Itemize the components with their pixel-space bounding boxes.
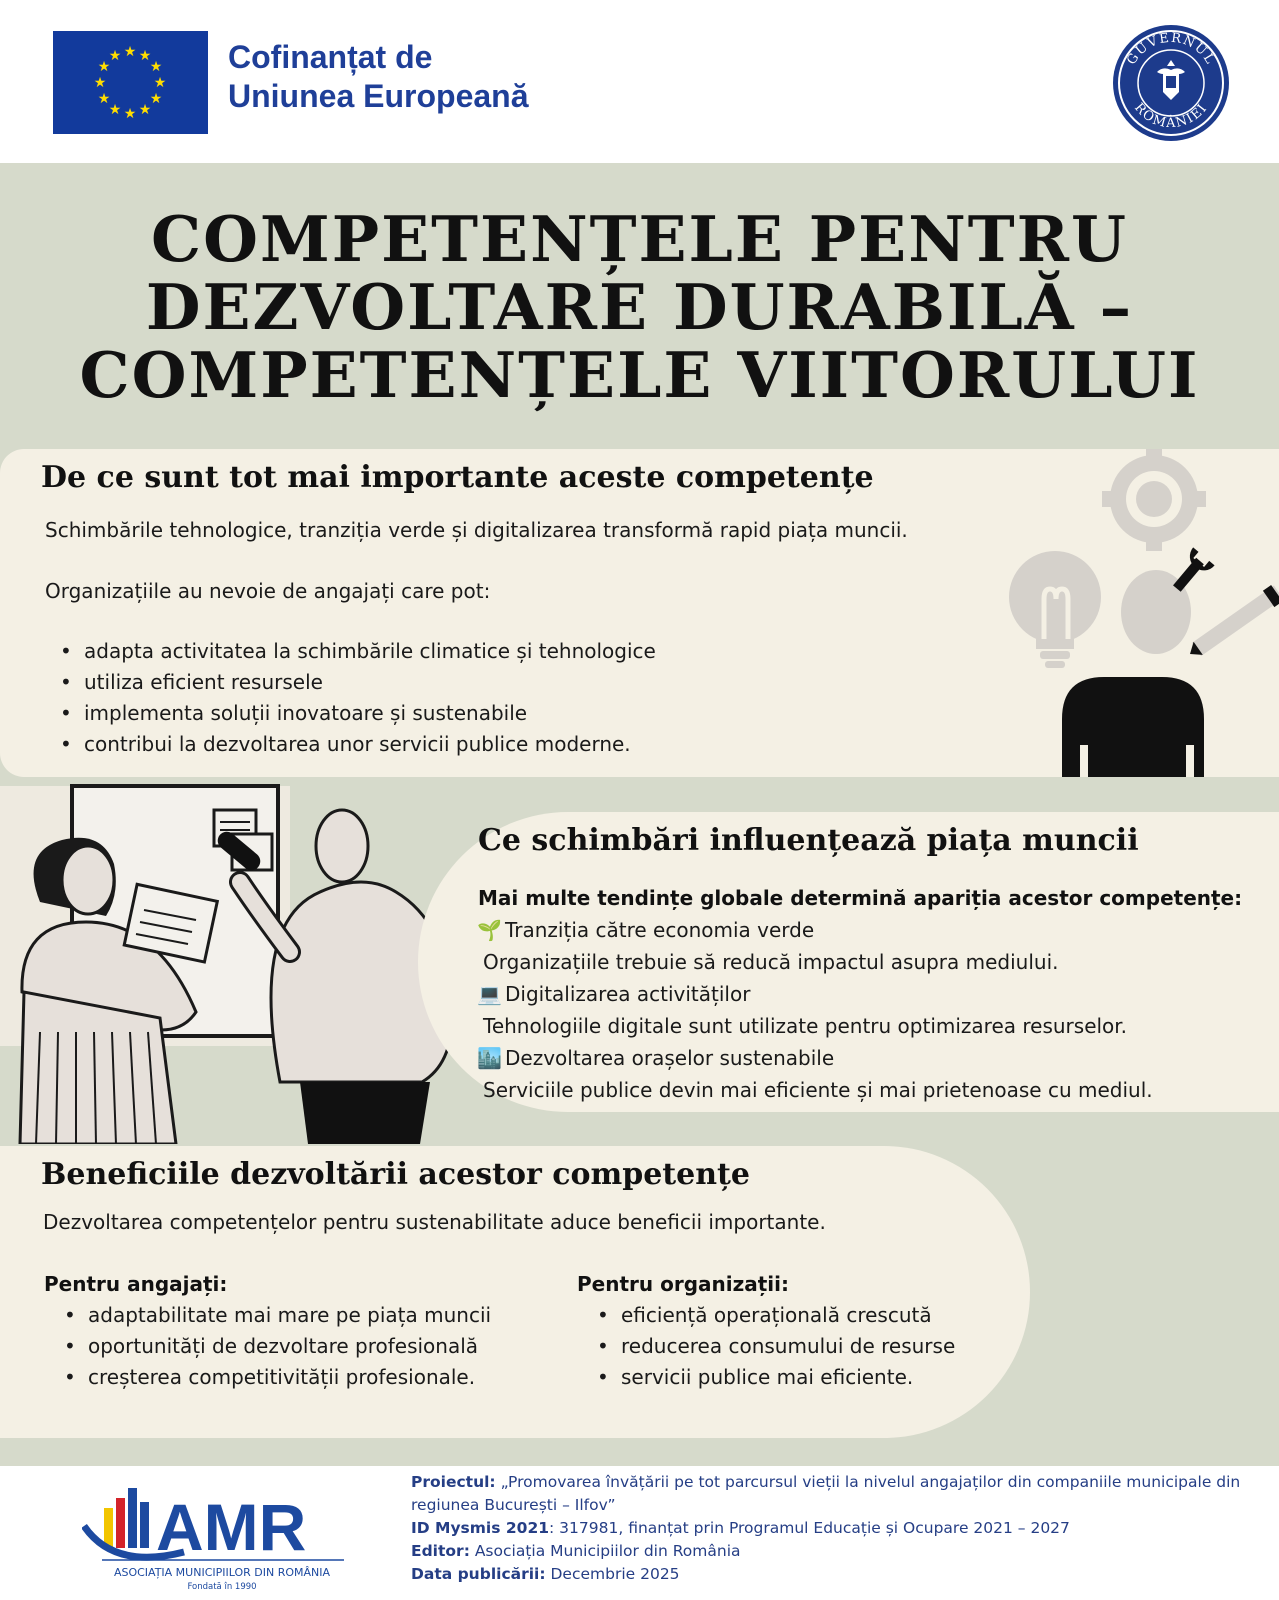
footer-project-label: Proiectul:: [411, 1473, 496, 1491]
footer-date-value: Decembrie 2025: [545, 1565, 680, 1583]
title-line-1: COMPETENȚELE PENTRU: [151, 202, 1128, 276]
innovation-illustration: [1000, 449, 1279, 777]
eu-flag-icon: [53, 31, 208, 134]
svg-text:★: ★: [149, 59, 163, 75]
section-benefits-heading: Beneficiile dezvoltării acestor competențe: [41, 1157, 750, 1192]
eu-line-1: Cofinanțat de: [228, 39, 433, 75]
trend-title-sustainable-cities: [477, 1046, 834, 1070]
footer-date-label: Data publicării:: [411, 1565, 546, 1583]
benefits-employees-title: Pentru angajați:: [44, 1272, 228, 1296]
svg-text:★: ★: [108, 48, 122, 64]
page-title: [0, 202, 1279, 412]
list-item: • contribui la dezvoltarea unor servicii publice moderne.: [44, 729, 656, 760]
amr-logo-subtitle: ASOCIAȚIA MUNICIPIILOR DIN ROMÂNIA: [113, 1566, 331, 1579]
list-item: • utiliza eficient resursele: [44, 667, 656, 698]
trend-title-digitalization: [477, 982, 750, 1006]
eu-line-2: Uniunea Europeană: [228, 78, 529, 114]
list-item: • reducerea consumului de resurse: [581, 1331, 955, 1362]
svg-text:★: ★: [123, 44, 137, 60]
eu-cofinance-label: [228, 38, 529, 116]
list-item: • eficiență operațională crescută: [581, 1300, 955, 1331]
footer-date: [411, 1563, 1251, 1586]
light-bulb-icon: [1009, 551, 1101, 668]
footer-project-info: [411, 1471, 1251, 1586]
seal-text-top: GUVERNUL: [1124, 30, 1218, 68]
list-item: • implementa soluții inovatoare și sustenabile: [44, 698, 656, 729]
amr-logo-founded: Fondată în 1990: [187, 1582, 257, 1592]
svg-text:★: ★: [97, 91, 111, 107]
section-importance-para-2: Organizațiile au nevoie de angajați care pot:: [45, 579, 491, 603]
seedling-icon: 🌱: [477, 918, 502, 942]
government-seal-icon: [1110, 22, 1232, 144]
svg-text:★: ★: [138, 102, 152, 118]
list-item: • adapta activitatea la schimbările climatice și tehnologice: [44, 636, 656, 667]
benefits-organizations-list: [581, 1300, 955, 1393]
svg-text:★: ★: [123, 106, 137, 122]
svg-text:★: ★: [93, 75, 107, 91]
section-market-changes-heading: Ce schimbări influențează piața muncii: [478, 823, 1139, 858]
footer-editor-value: Asociația Municipiilor din România: [469, 1542, 741, 1560]
list-item: • creșterea competitivității profesionale.: [48, 1362, 491, 1393]
section-importance-heading: De ce sunt tot mai importante aceste competențe: [41, 460, 874, 495]
footer-editor-label: Editor:: [411, 1542, 470, 1560]
svg-text:★: ★: [138, 48, 152, 64]
list-item: • oportunități de dezvoltare profesională: [48, 1331, 491, 1362]
trend-title-label: Dezvoltarea orașelor sustenabile: [505, 1046, 835, 1070]
trend-title-label: Tranziția către economia verde: [505, 918, 815, 942]
footer-mysmis-value: : 317981, finanțat prin Programul Educație și Ocupare 2021 – 2027: [549, 1519, 1070, 1537]
person-body-icon: [1062, 677, 1204, 777]
trend-desc-digitalization: Tehnologiile digitale sunt utilizate pentru optimizarea resurselor.: [483, 1014, 1128, 1038]
trend-desc-sustainable-cities: Serviciile publice devin mai eficiente și mai prietenoase cu mediul.: [483, 1078, 1153, 1102]
benefits-employees-list: [48, 1300, 491, 1393]
footer-editor: [411, 1540, 1251, 1563]
amr-logo-text: AMR: [156, 1490, 307, 1564]
cityscape-icon: 🏙️: [477, 1046, 502, 1070]
footer-mysmis: [411, 1517, 1251, 1540]
svg-text:★: ★: [97, 59, 111, 75]
amr-logo: [82, 1480, 357, 1592]
pencil-icon: [1184, 584, 1279, 662]
section-importance-list: [44, 636, 656, 760]
footer-project: [411, 1471, 1251, 1517]
section-market-changes-intro: Mai multe tendințe globale determină apariția acestor competențe:: [478, 886, 1243, 910]
svg-text:★: ★: [149, 91, 163, 107]
trend-title-label: Digitalizarea activităților: [505, 982, 751, 1006]
laptop-icon: 💻: [477, 982, 502, 1006]
svg-text:★: ★: [108, 102, 122, 118]
list-item: • adaptabilitate mai mare pe piața muncii: [48, 1300, 491, 1331]
trend-title-green-economy: [477, 918, 814, 942]
benefits-organizations-title: Pentru organizații:: [577, 1272, 790, 1296]
seal-text-bottom: ROMÂNIEI: [1131, 100, 1211, 132]
title-line-2: DEZVOLTARE DURABILĂ –: [145, 270, 1134, 344]
footer-mysmis-label: ID Mysmis 2021: [411, 1519, 550, 1537]
trend-desc-green-economy: Organizațiile trebuie să reducă impactul asupra mediului.: [483, 950, 1059, 974]
section-importance-para-1: Schimbările tehnologice, tranziția verde și digitalizarea transformă rapid piața muncii.: [45, 518, 908, 542]
footer-project-value: „Promovarea învățării pe tot parcursul vieții la nivelul angajaților din companiile municipale din regiunea București – Ilfov”: [411, 1473, 1241, 1514]
section-benefits-intro: Dezvoltarea competențelor pentru sustenabilitate aduce beneficii importante.: [43, 1210, 826, 1234]
svg-text:★: ★: [153, 75, 167, 91]
title-line-3: COMPETENȚELE VIITORULUI: [79, 338, 1200, 412]
people-whiteboard-illustration: [0, 782, 460, 1144]
list-item: • servicii publice mai eficiente.: [581, 1362, 955, 1393]
